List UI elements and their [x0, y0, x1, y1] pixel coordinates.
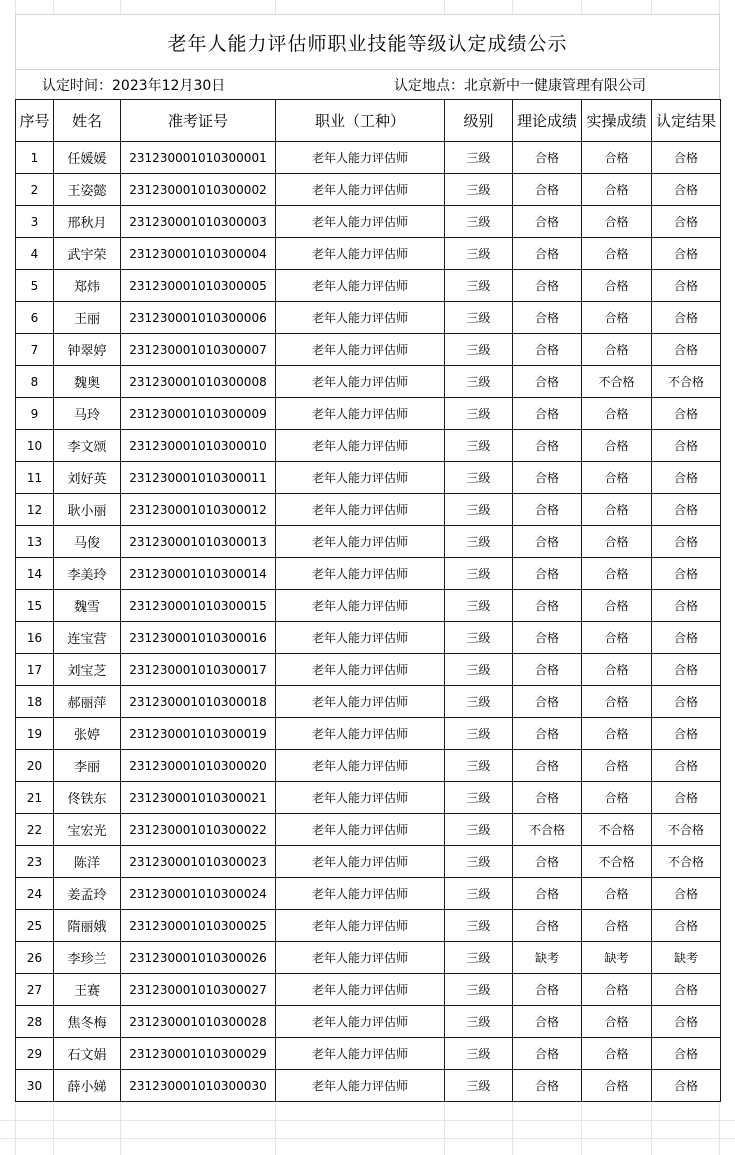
cell-no: 2: [16, 174, 54, 206]
cell-practice-score: 合格: [582, 910, 652, 942]
cell-theory-score: 合格: [513, 878, 582, 910]
cell-occupation: 老年人能力评估师: [276, 398, 445, 430]
table-row: [16, 878, 721, 910]
cell-name: 马玲: [54, 398, 121, 430]
header-theory-score: 理论成绩: [513, 100, 582, 142]
cell-level: 三级: [445, 1038, 513, 1070]
cell-theory-score: 合格: [513, 398, 582, 430]
cell-theory-score: 合格: [513, 590, 582, 622]
cell-occupation: 老年人能力评估师: [276, 750, 445, 782]
cell-occupation: 老年人能力评估师: [276, 654, 445, 686]
cell-practice-score: 合格: [582, 526, 652, 558]
cell-occupation: 老年人能力评估师: [276, 174, 445, 206]
cell-result: 合格: [652, 1070, 721, 1102]
cell-theory-score: 合格: [513, 1038, 582, 1070]
cell-name: 李文颂: [54, 430, 121, 462]
cell-no: 30: [16, 1070, 54, 1102]
cell-name: 马俊: [54, 526, 121, 558]
cell-occupation: 老年人能力评估师: [276, 1070, 445, 1102]
table-row: [16, 750, 721, 782]
cell-exam-number: 231230001010300025: [121, 910, 276, 942]
cell-occupation: 老年人能力评估师: [276, 526, 445, 558]
cell-exam-number: 231230001010300027: [121, 974, 276, 1006]
table-row: [16, 654, 721, 686]
cell-name: 佟铁东: [54, 782, 121, 814]
cell-exam-number: 231230001010300001: [121, 142, 276, 174]
cell-result: 合格: [652, 782, 721, 814]
cell-practice-score: 合格: [582, 590, 652, 622]
cell-level: 三级: [445, 366, 513, 398]
cell-exam-number: 231230001010300030: [121, 1070, 276, 1102]
cell-level: 三级: [445, 462, 513, 494]
cell-theory-score: 合格: [513, 1006, 582, 1038]
cell-result: 合格: [652, 430, 721, 462]
cell-exam-number: 231230001010300005: [121, 270, 276, 302]
cell-practice-score: 合格: [582, 142, 652, 174]
cell-practice-score: 合格: [582, 686, 652, 718]
header-level: 级别: [445, 100, 513, 142]
table-row: [16, 782, 721, 814]
cell-occupation: 老年人能力评估师: [276, 462, 445, 494]
table-row: [16, 1070, 721, 1102]
cell-occupation: 老年人能力评估师: [276, 686, 445, 718]
cell-no: 20: [16, 750, 54, 782]
cell-theory-score: 合格: [513, 974, 582, 1006]
cell-theory-score: 合格: [513, 174, 582, 206]
cell-name: 钟翠婷: [54, 334, 121, 366]
table-row: [16, 622, 721, 654]
cell-result: 合格: [652, 142, 721, 174]
header-no: 序号: [16, 100, 54, 142]
cell-theory-score: 合格: [513, 462, 582, 494]
cell-theory-score: 合格: [513, 270, 582, 302]
cell-exam-number: 231230001010300009: [121, 398, 276, 430]
table-header-row: [16, 100, 721, 142]
cell-name: 隋丽娥: [54, 910, 121, 942]
header-result: 认定结果: [652, 100, 721, 142]
cell-exam-number: 231230001010300010: [121, 430, 276, 462]
cell-theory-score: 合格: [513, 494, 582, 526]
cell-name: 张婷: [54, 718, 121, 750]
table-row: [16, 398, 721, 430]
cell-theory-score: 合格: [513, 718, 582, 750]
cell-practice-score: 合格: [582, 1038, 652, 1070]
cell-theory-score: 合格: [513, 206, 582, 238]
cell-name: 陈洋: [54, 846, 121, 878]
cell-level: 三级: [445, 430, 513, 462]
cell-practice-score: 合格: [582, 974, 652, 1006]
cell-occupation: 老年人能力评估师: [276, 238, 445, 270]
cell-practice-score: 合格: [582, 782, 652, 814]
table-row: [16, 366, 721, 398]
cell-result: 合格: [652, 974, 721, 1006]
cell-exam-number: 231230001010300018: [121, 686, 276, 718]
cell-theory-score: 合格: [513, 430, 582, 462]
cell-result: 合格: [652, 398, 721, 430]
cell-occupation: 老年人能力评估师: [276, 1006, 445, 1038]
cell-level: 三级: [445, 334, 513, 366]
grid-line: [0, 1138, 735, 1139]
cell-practice-score: 缺考: [582, 942, 652, 974]
cell-theory-score: 不合格: [513, 814, 582, 846]
cell-name: 连宝营: [54, 622, 121, 654]
table-row: [16, 142, 721, 174]
cell-practice-score: 合格: [582, 558, 652, 590]
cell-level: 三级: [445, 750, 513, 782]
cell-practice-score: 合格: [582, 654, 652, 686]
cell-level: 三级: [445, 590, 513, 622]
cell-result: 合格: [652, 590, 721, 622]
cell-practice-score: 合格: [582, 718, 652, 750]
cell-practice-score: 合格: [582, 878, 652, 910]
table-row: [16, 686, 721, 718]
cell-theory-score: 合格: [513, 654, 582, 686]
cell-theory-score: 缺考: [513, 942, 582, 974]
table-row: [16, 174, 721, 206]
cell-occupation: 老年人能力评估师: [276, 814, 445, 846]
cell-exam-number: 231230001010300002: [121, 174, 276, 206]
table-row: [16, 1038, 721, 1070]
cell-level: 三级: [445, 942, 513, 974]
cell-level: 三级: [445, 302, 513, 334]
cell-result: 合格: [652, 910, 721, 942]
cell-name: 宝宏光: [54, 814, 121, 846]
cell-exam-number: 231230001010300026: [121, 942, 276, 974]
cell-occupation: 老年人能力评估师: [276, 334, 445, 366]
results-table: [15, 99, 721, 1102]
cell-occupation: 老年人能力评估师: [276, 846, 445, 878]
cell-level: 三级: [445, 526, 513, 558]
cell-practice-score: 不合格: [582, 814, 652, 846]
cell-no: 12: [16, 494, 54, 526]
cell-name: 李美玲: [54, 558, 121, 590]
cell-theory-score: 合格: [513, 142, 582, 174]
cell-exam-number: 231230001010300007: [121, 334, 276, 366]
result-sheet: [15, 14, 720, 1102]
cell-no: 10: [16, 430, 54, 462]
cell-no: 14: [16, 558, 54, 590]
cell-no: 27: [16, 974, 54, 1006]
cell-level: 三级: [445, 622, 513, 654]
cell-no: 21: [16, 782, 54, 814]
cell-no: 24: [16, 878, 54, 910]
table-row: [16, 462, 721, 494]
cell-practice-score: 不合格: [582, 846, 652, 878]
cell-result: 合格: [652, 622, 721, 654]
cell-exam-number: 231230001010300004: [121, 238, 276, 270]
cell-name: 焦冬梅: [54, 1006, 121, 1038]
cell-practice-score: 合格: [582, 622, 652, 654]
cell-level: 三级: [445, 142, 513, 174]
cell-practice-score: 合格: [582, 1070, 652, 1102]
cell-level: 三级: [445, 846, 513, 878]
cell-level: 三级: [445, 974, 513, 1006]
cell-name: 王丽: [54, 302, 121, 334]
cell-no: 16: [16, 622, 54, 654]
cell-name: 邢秋月: [54, 206, 121, 238]
cell-level: 三级: [445, 878, 513, 910]
cell-occupation: 老年人能力评估师: [276, 366, 445, 398]
cell-practice-score: 合格: [582, 206, 652, 238]
cell-exam-number: 231230001010300022: [121, 814, 276, 846]
cell-no: 3: [16, 206, 54, 238]
cell-name: 武宇荣: [54, 238, 121, 270]
cell-practice-score: 合格: [582, 334, 652, 366]
cell-no: 1: [16, 142, 54, 174]
cell-exam-number: 231230001010300006: [121, 302, 276, 334]
cell-no: 7: [16, 334, 54, 366]
cell-no: 29: [16, 1038, 54, 1070]
cell-result: 合格: [652, 718, 721, 750]
table-row: [16, 1006, 721, 1038]
header-occupation: 职业（工种）: [276, 100, 445, 142]
cell-name: 王姿懿: [54, 174, 121, 206]
cell-occupation: 老年人能力评估师: [276, 974, 445, 1006]
cell-name: 石文娟: [54, 1038, 121, 1070]
cell-result: 合格: [652, 206, 721, 238]
table-row: [16, 238, 721, 270]
cell-theory-score: 合格: [513, 782, 582, 814]
cell-theory-score: 合格: [513, 910, 582, 942]
cell-level: 三级: [445, 206, 513, 238]
cell-level: 三级: [445, 1006, 513, 1038]
cell-result: 合格: [652, 1006, 721, 1038]
cell-result: 不合格: [652, 366, 721, 398]
cell-name: 刘宝芝: [54, 654, 121, 686]
cell-name: 李丽: [54, 750, 121, 782]
cell-theory-score: 合格: [513, 750, 582, 782]
cell-level: 三级: [445, 654, 513, 686]
cell-level: 三级: [445, 270, 513, 302]
cell-no: 6: [16, 302, 54, 334]
table-row: [16, 430, 721, 462]
cell-result: 合格: [652, 654, 721, 686]
cell-exam-number: 231230001010300008: [121, 366, 276, 398]
cell-no: 13: [16, 526, 54, 558]
cell-result: 合格: [652, 558, 721, 590]
cell-name: 郝丽萍: [54, 686, 121, 718]
certification-time: 认定时间：2023年12月30日: [42, 77, 226, 94]
cell-theory-score: 合格: [513, 238, 582, 270]
cell-exam-number: 231230001010300020: [121, 750, 276, 782]
cell-exam-number: 231230001010300023: [121, 846, 276, 878]
cell-exam-number: 231230001010300016: [121, 622, 276, 654]
cell-result: 不合格: [652, 814, 721, 846]
cell-occupation: 老年人能力评估师: [276, 590, 445, 622]
cell-exam-number: 231230001010300024: [121, 878, 276, 910]
cell-name: 魏奥: [54, 366, 121, 398]
cell-level: 三级: [445, 558, 513, 590]
cell-no: 8: [16, 366, 54, 398]
cell-name: 魏雪: [54, 590, 121, 622]
cell-practice-score: 合格: [582, 302, 652, 334]
cell-result: 合格: [652, 302, 721, 334]
cell-theory-score: 合格: [513, 622, 582, 654]
cell-exam-number: 231230001010300011: [121, 462, 276, 494]
cell-theory-score: 合格: [513, 686, 582, 718]
cell-practice-score: 不合格: [582, 366, 652, 398]
grid-line: [0, 1120, 735, 1121]
cell-occupation: 老年人能力评估师: [276, 302, 445, 334]
table-row: [16, 206, 721, 238]
cell-exam-number: 231230001010300014: [121, 558, 276, 590]
cell-exam-number: 231230001010300012: [121, 494, 276, 526]
cell-level: 三级: [445, 910, 513, 942]
cell-occupation: 老年人能力评估师: [276, 142, 445, 174]
cell-theory-score: 合格: [513, 846, 582, 878]
cell-practice-score: 合格: [582, 430, 652, 462]
certification-place: 认定地点：北京新中一健康管理有限公司: [394, 77, 646, 94]
cell-no: 25: [16, 910, 54, 942]
cell-level: 三级: [445, 494, 513, 526]
cell-name: 耿小丽: [54, 494, 121, 526]
cell-no: 17: [16, 654, 54, 686]
table-row: [16, 334, 721, 366]
cell-no: 19: [16, 718, 54, 750]
cell-result: 合格: [652, 686, 721, 718]
cell-name: 郑炜: [54, 270, 121, 302]
cell-practice-score: 合格: [582, 462, 652, 494]
cell-level: 三级: [445, 1070, 513, 1102]
cell-name: 姜孟玲: [54, 878, 121, 910]
cell-result: 合格: [652, 174, 721, 206]
cell-theory-score: 合格: [513, 334, 582, 366]
cell-exam-number: 231230001010300028: [121, 1006, 276, 1038]
cell-level: 三级: [445, 814, 513, 846]
cell-exam-number: 231230001010300019: [121, 718, 276, 750]
cell-occupation: 老年人能力评估师: [276, 206, 445, 238]
cell-level: 三级: [445, 782, 513, 814]
cell-result: 合格: [652, 334, 721, 366]
table-row: [16, 526, 721, 558]
cell-theory-score: 合格: [513, 1070, 582, 1102]
table-row: [16, 910, 721, 942]
cell-theory-score: 合格: [513, 558, 582, 590]
cell-no: 18: [16, 686, 54, 718]
cell-name: 薛小娣: [54, 1070, 121, 1102]
cell-occupation: 老年人能力评估师: [276, 1038, 445, 1070]
cell-result: 合格: [652, 526, 721, 558]
cell-no: 5: [16, 270, 54, 302]
table-row: [16, 942, 721, 974]
cell-name: 刘好英: [54, 462, 121, 494]
cell-no: 4: [16, 238, 54, 270]
cell-name: 任媛媛: [54, 142, 121, 174]
cell-occupation: 老年人能力评估师: [276, 622, 445, 654]
cell-no: 15: [16, 590, 54, 622]
table-row: [16, 270, 721, 302]
cell-practice-score: 合格: [582, 270, 652, 302]
cell-practice-score: 合格: [582, 494, 652, 526]
table-row: [16, 846, 721, 878]
cell-occupation: 老年人能力评估师: [276, 558, 445, 590]
cell-occupation: 老年人能力评估师: [276, 910, 445, 942]
cell-no: 23: [16, 846, 54, 878]
cell-occupation: 老年人能力评估师: [276, 878, 445, 910]
table-row: [16, 494, 721, 526]
table-row: [16, 814, 721, 846]
cell-level: 三级: [445, 686, 513, 718]
cell-exam-number: 231230001010300021: [121, 782, 276, 814]
cell-occupation: 老年人能力评估师: [276, 270, 445, 302]
cell-level: 三级: [445, 238, 513, 270]
cell-theory-score: 合格: [513, 526, 582, 558]
cell-occupation: 老年人能力评估师: [276, 942, 445, 974]
cell-occupation: 老年人能力评估师: [276, 782, 445, 814]
cell-exam-number: 231230001010300029: [121, 1038, 276, 1070]
table-row: [16, 718, 721, 750]
cell-level: 三级: [445, 174, 513, 206]
cell-occupation: 老年人能力评估师: [276, 494, 445, 526]
cell-occupation: 老年人能力评估师: [276, 430, 445, 462]
cell-result: 缺考: [652, 942, 721, 974]
cell-result: 合格: [652, 238, 721, 270]
cell-result: 合格: [652, 494, 721, 526]
cell-exam-number: 231230001010300013: [121, 526, 276, 558]
cell-no: 28: [16, 1006, 54, 1038]
cell-result: 不合格: [652, 846, 721, 878]
cell-no: 11: [16, 462, 54, 494]
cell-no: 9: [16, 398, 54, 430]
cell-exam-number: 231230001010300003: [121, 206, 276, 238]
cell-practice-score: 合格: [582, 174, 652, 206]
cell-practice-score: 合格: [582, 750, 652, 782]
table-row: [16, 590, 721, 622]
cell-level: 三级: [445, 718, 513, 750]
cell-result: 合格: [652, 878, 721, 910]
cell-theory-score: 合格: [513, 302, 582, 334]
page-title: 老年人能力评估师职业技能等级认定成绩公示: [15, 14, 720, 69]
cell-no: 26: [16, 942, 54, 974]
header-exam-number: 准考证号: [121, 100, 276, 142]
cell-result: 合格: [652, 750, 721, 782]
cell-result: 合格: [652, 462, 721, 494]
info-row: [15, 69, 720, 99]
cell-exam-number: 231230001010300017: [121, 654, 276, 686]
cell-practice-score: 合格: [582, 398, 652, 430]
cell-level: 三级: [445, 398, 513, 430]
cell-practice-score: 合格: [582, 1006, 652, 1038]
cell-name: 李珍兰: [54, 942, 121, 974]
cell-result: 合格: [652, 1038, 721, 1070]
cell-result: 合格: [652, 270, 721, 302]
cell-no: 22: [16, 814, 54, 846]
header-name: 姓名: [54, 100, 121, 142]
table-row: [16, 974, 721, 1006]
table-row: [16, 558, 721, 590]
cell-theory-score: 合格: [513, 366, 582, 398]
cell-name: 王赛: [54, 974, 121, 1006]
cell-occupation: 老年人能力评估师: [276, 718, 445, 750]
cell-exam-number: 231230001010300015: [121, 590, 276, 622]
table-row: [16, 302, 721, 334]
header-practice-score: 实操成绩: [582, 100, 652, 142]
cell-practice-score: 合格: [582, 238, 652, 270]
